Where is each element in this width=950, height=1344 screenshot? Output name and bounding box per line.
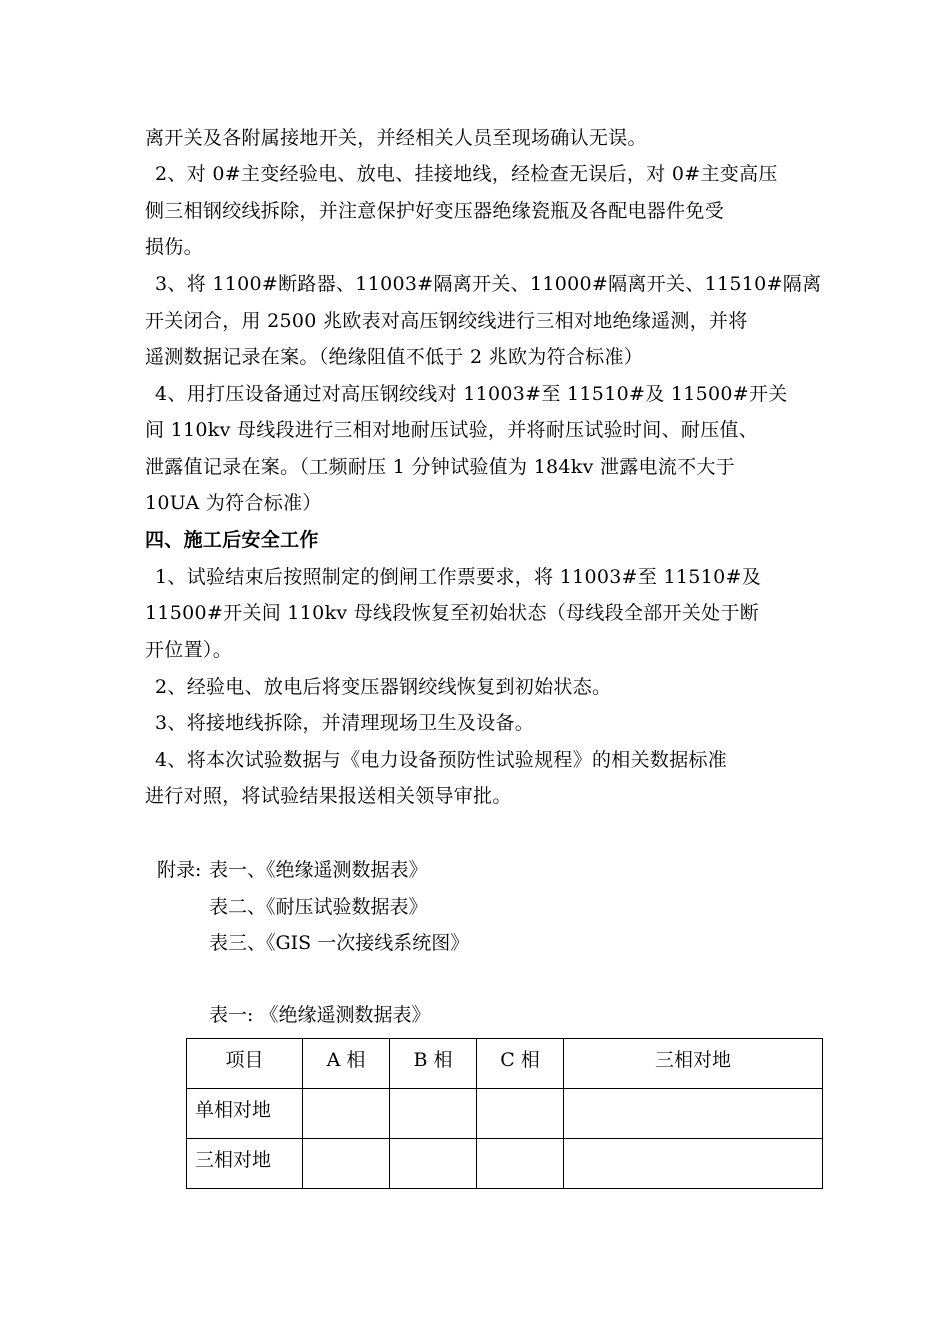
table-cell[interactable] — [564, 1139, 823, 1189]
appendix-item: 表二、《耐压试验数据表》 — [209, 896, 428, 918]
body-line: 离开关及各附属接地开关，并经相关人员至现场确认无误。 — [145, 127, 647, 149]
insulation-data-table — [186, 1038, 823, 1189]
table-cell: 三相对地 — [187, 1139, 303, 1189]
body-line: 4、将本次试验数据与《电力设备预防性试验规程》的相关数据标准 — [155, 749, 728, 771]
table-cell: 单相对地 — [187, 1089, 303, 1139]
body-line: 11500#开关间 110kv 母线段恢复至初始状态（母线段全部开关处于断 — [145, 602, 760, 624]
appendix-label: 附录: — [157, 859, 202, 881]
table-cell[interactable] — [477, 1089, 564, 1139]
appendix-item: 表三、《GIS 一次接线系统图》 — [209, 932, 470, 954]
appendix-item: 表一、《绝缘遥测数据表》 — [209, 859, 428, 881]
table-row — [187, 1139, 823, 1189]
table-header-cell: B 相 — [390, 1039, 477, 1089]
body-line: 1、试验结束后按照制定的倒闸工作票要求，将 11003#至 11510#及 — [155, 566, 761, 588]
body-line: 侧三相钢绞线拆除，并注意保护好变压器绝缘瓷瓶及各配电器件免受 — [145, 200, 725, 222]
table-cell[interactable] — [303, 1139, 390, 1189]
table-cell[interactable] — [477, 1139, 564, 1189]
body-line: 进行对照，将试验结果报送相关领导审批。 — [145, 785, 512, 807]
body-line: 10UA 为符合标准） — [145, 492, 322, 514]
table-cell[interactable] — [303, 1089, 390, 1139]
table-header-cell: A 相 — [303, 1039, 390, 1089]
table-caption: 表一: 《绝缘遥测数据表》 — [209, 1004, 431, 1026]
body-line: 开位置）。 — [145, 639, 233, 661]
table-header-row — [187, 1039, 823, 1089]
body-line: 4、用打压设备通过对高压钢绞线对 11003#至 11510#及 11500#开关 — [155, 383, 788, 405]
body-line: 2、经验电、放电后将变压器钢绞线恢复到初始状态。 — [155, 676, 612, 698]
table-cell[interactable] — [564, 1089, 823, 1139]
table-header-cell: 项目 — [187, 1039, 303, 1089]
body-line: 损伤。 — [145, 236, 203, 258]
body-line: 开关闭合，用 2500 兆欧表对高压钢绞线进行三相对地绝缘遥测，并将 — [145, 310, 748, 332]
section-heading: 四、施工后安全工作 — [145, 529, 319, 551]
table-header-cell: 三相对地 — [564, 1039, 823, 1089]
table-row — [187, 1089, 823, 1139]
body-line: 3、将接地线拆除，并清理现场卫生及设备。 — [155, 712, 535, 734]
body-line: 间 110kv 母线段进行三相对地耐压试验，并将耐压试验时间、耐压值、 — [145, 419, 759, 441]
body-line: 遥测数据记录在案。（绝缘阻值不低于 2 兆欧为符合标准） — [145, 346, 644, 368]
body-line: 泄露值记录在案。（工频耐压 1 分钟试验值为 184kv 泄露电流不大于 — [145, 456, 736, 478]
table-header-cell: C 相 — [477, 1039, 564, 1089]
table-cell[interactable] — [390, 1089, 477, 1139]
body-line: 3、将 1100#断路器、11003#隔离开关、11000#隔离开关、11510#隔离 — [155, 273, 822, 295]
table-cell[interactable] — [390, 1139, 477, 1189]
body-line: 2、对 0#主变经验电、放电、挂接地线，经检查无误后，对 0#主变高压 — [155, 163, 778, 185]
